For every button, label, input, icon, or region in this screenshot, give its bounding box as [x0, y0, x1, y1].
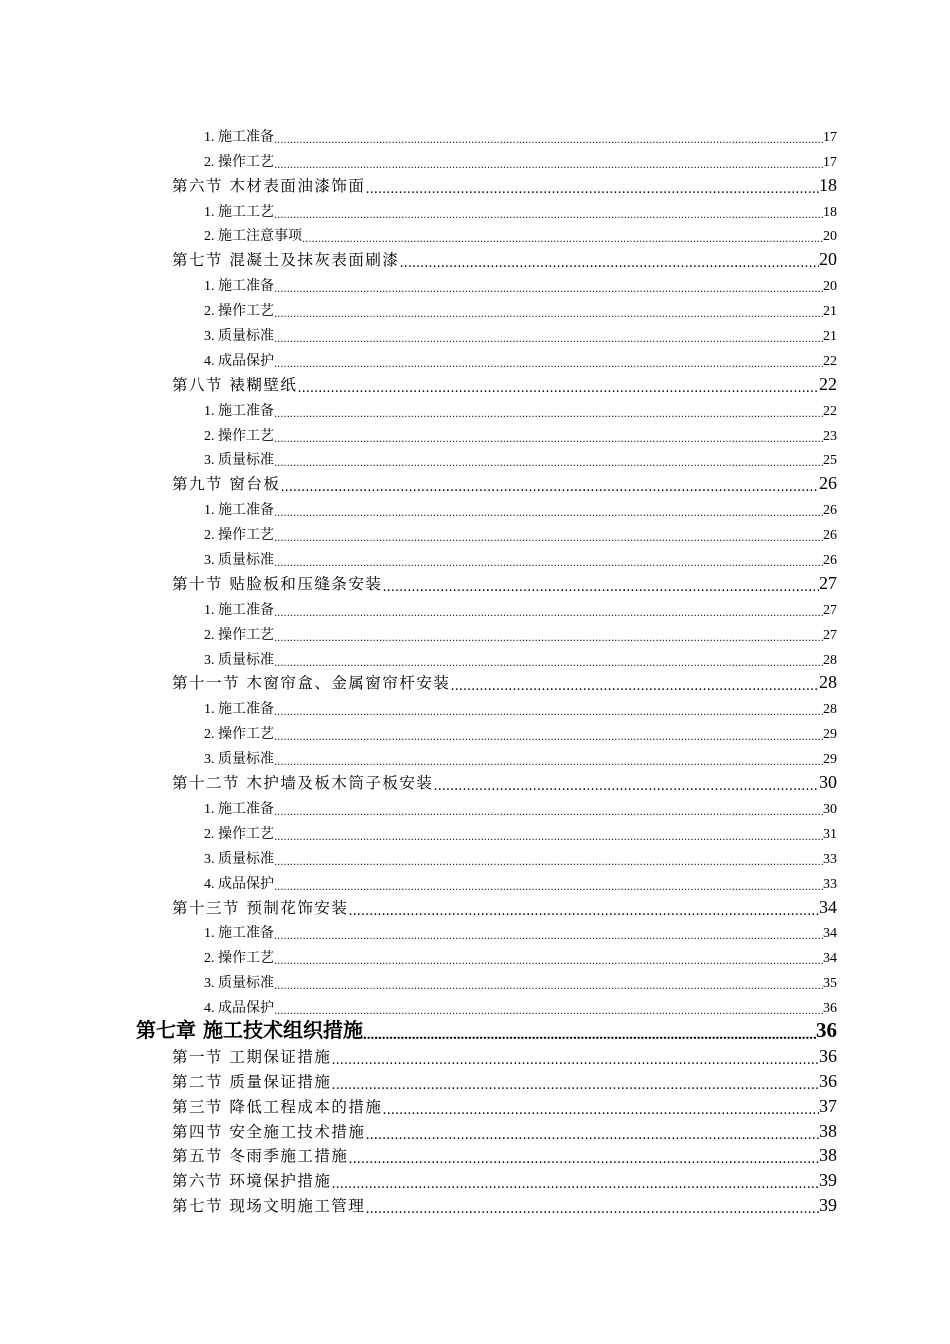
toc-entry-label: 第十一节 木窗帘盒、金属窗帘杆安装 — [172, 674, 451, 693]
toc-entry-label: 第一节 工期保证措施 — [172, 1047, 332, 1066]
toc-dot-leader — [382, 581, 819, 594]
toc-page-number: 33 — [823, 876, 837, 892]
toc-page-number: 34 — [819, 896, 837, 917]
toc-page-number: 38 — [819, 1120, 837, 1141]
toc-page-number: 21 — [823, 329, 837, 345]
toc-dot-leader — [274, 957, 823, 967]
toc-subsection-entry[interactable] — [0, 347, 837, 372]
toc-page-number: 18 — [819, 174, 837, 195]
toc-entry-label: 1. 施工准备 — [204, 702, 274, 718]
toc-subsection-entry[interactable] — [0, 297, 837, 322]
toc-page-number: 36 — [819, 1045, 837, 1066]
toc-dot-leader — [274, 833, 823, 843]
toc-dot-leader — [274, 136, 823, 146]
toc-entry-label: 第七节 现场文明施工管理 — [172, 1197, 366, 1216]
toc-subsection-entry[interactable] — [0, 397, 837, 422]
toc-page-number: 26 — [823, 528, 837, 544]
toc-page-number: 27 — [819, 572, 837, 593]
toc-dot-leader — [365, 183, 819, 196]
toc-entry-label: 第三节 降低工程成本的措施 — [172, 1097, 383, 1116]
toc-page-number: 26 — [823, 553, 837, 569]
toc-entry-label: 第十三节 预制花饰安装 — [172, 898, 349, 917]
toc-entry-label: 2. 操作工艺 — [204, 826, 274, 842]
toc-entry-label: 第七节 混凝土及抹灰表面刷漆 — [172, 251, 400, 270]
toc-entry-label: 第四节 安全施工技术措施 — [172, 1122, 366, 1141]
toc-entry-label: 4. 成品保护 — [204, 353, 274, 369]
toc-dot-leader — [331, 1079, 819, 1092]
toc-page-number: 33 — [823, 851, 837, 867]
toc-subsection-entry[interactable] — [0, 546, 837, 571]
toc-section-entry[interactable] — [0, 1094, 837, 1119]
toc-page-number: 20 — [819, 249, 837, 270]
toc-entry-label: 2. 操作工艺 — [204, 627, 274, 643]
toc-subsection-entry[interactable] — [0, 621, 837, 646]
toc-entry-label: 第九节 窗台板 — [172, 475, 281, 494]
toc-page-number: 36 — [823, 1001, 837, 1017]
toc-section-entry[interactable] — [0, 895, 837, 920]
toc-dot-leader — [433, 780, 819, 793]
toc-dot-leader — [274, 459, 823, 469]
toc-section-entry[interactable] — [0, 173, 837, 198]
toc-page-number: 30 — [819, 772, 837, 793]
toc-subsection-entry[interactable] — [0, 596, 837, 621]
toc-page-number: 21 — [823, 304, 837, 320]
toc-section-entry[interactable] — [0, 1069, 837, 1094]
toc-dot-leader — [382, 1104, 819, 1117]
toc-subsection-entry[interactable] — [0, 920, 837, 945]
toc-page-number: 22 — [823, 353, 837, 369]
toc-subsection-entry[interactable] — [0, 223, 837, 248]
toc-entry-label: 2. 操作工艺 — [204, 154, 274, 170]
toc-page-number: 36 — [819, 1070, 837, 1091]
toc-page-number: 28 — [823, 702, 837, 718]
toc-subsection-entry[interactable] — [0, 496, 837, 521]
toc-entry-label: 1. 施工准备 — [204, 279, 274, 295]
toc-subsection-entry[interactable] — [0, 422, 837, 447]
toc-dot-leader — [331, 1054, 819, 1067]
toc-entry-label: 3. 质量标准 — [204, 851, 274, 867]
toc-entry-label: 3. 质量标准 — [204, 553, 274, 569]
toc-dot-leader — [297, 382, 819, 395]
toc-entry-label: 3. 质量标准 — [204, 752, 274, 768]
toc-page-number: 27 — [823, 602, 837, 618]
toc-page-number: 34 — [823, 951, 837, 967]
toc-entry-label: 1. 施工准备 — [204, 602, 274, 618]
toc-dot-leader — [274, 360, 823, 370]
toc-subsection-entry[interactable] — [0, 198, 837, 223]
toc-dot-leader — [274, 435, 823, 445]
toc-page-number: 17 — [823, 154, 837, 170]
toc-subsection-entry[interactable] — [0, 795, 837, 820]
toc-dot-leader — [274, 883, 823, 893]
toc-page-number: 17 — [823, 129, 837, 145]
toc-section-entry[interactable] — [0, 372, 837, 397]
toc-page-number: 29 — [823, 752, 837, 768]
toc-subsection-entry[interactable] — [0, 845, 837, 870]
toc-subsection-entry[interactable] — [0, 123, 837, 148]
toc-section-entry[interactable] — [0, 770, 837, 795]
toc-dot-leader — [348, 1153, 819, 1166]
toc-page-number: 22 — [823, 403, 837, 419]
toc-section-entry[interactable] — [0, 1144, 837, 1169]
toc-section-entry[interactable] — [0, 471, 837, 496]
toc-page-number: 31 — [823, 826, 837, 842]
toc-page-number: 39 — [819, 1195, 837, 1216]
toc-dot-leader — [274, 285, 823, 295]
toc-entry-label: 第五节 冬雨季施工措施 — [172, 1147, 349, 1166]
toc-dot-leader — [274, 161, 823, 171]
toc-dot-leader — [331, 1178, 819, 1191]
toc-dot-leader — [399, 257, 819, 270]
toc-entry-label: 1. 施工准备 — [204, 801, 274, 817]
toc-page-number: 22 — [819, 373, 837, 394]
toc-section-entry[interactable] — [0, 571, 837, 596]
toc-entry-label: 1. 施工准备 — [204, 503, 274, 519]
toc-dot-leader — [348, 905, 819, 918]
toc-entry-label: 第七章 施工技术组织措施 — [136, 1017, 363, 1042]
toc-dot-leader — [274, 609, 823, 619]
toc-subsection-entry[interactable] — [0, 695, 837, 720]
toc-dot-leader — [363, 1028, 816, 1043]
toc-subsection-entry[interactable] — [0, 944, 837, 969]
toc-page-number: 25 — [823, 453, 837, 469]
toc-entry-label: 第十节 贴脸板和压缝条安装 — [172, 574, 383, 593]
toc-page-number: 26 — [819, 473, 837, 494]
toc-entry-label: 2. 操作工艺 — [204, 304, 274, 320]
toc-page-number: 35 — [823, 976, 837, 992]
toc-subsection-entry[interactable] — [0, 745, 837, 770]
table-of-contents — [0, 123, 950, 1218]
toc-dot-leader — [274, 858, 823, 868]
toc-entry-label: 第六节 环境保护措施 — [172, 1172, 332, 1191]
toc-section-entry[interactable] — [0, 1168, 837, 1193]
toc-chapter-entry[interactable] — [0, 1019, 837, 1044]
toc-dot-leader — [274, 758, 823, 768]
toc-subsection-entry[interactable] — [0, 720, 837, 745]
toc-subsection-entry[interactable] — [0, 521, 837, 546]
toc-dot-leader — [365, 1129, 819, 1142]
toc-entry-label: 4. 成品保护 — [204, 876, 274, 892]
toc-entry-label: 3. 质量标准 — [204, 652, 274, 668]
toc-subsection-entry[interactable] — [0, 870, 837, 895]
toc-dot-leader — [274, 932, 823, 942]
toc-entry-label: 1. 施工准备 — [204, 129, 274, 145]
toc-entry-label: 2. 操作工艺 — [204, 727, 274, 743]
toc-dot-leader — [274, 211, 823, 221]
toc-entry-label: 第八节 裱糊壁纸 — [172, 375, 298, 394]
toc-subsection-entry[interactable] — [0, 969, 837, 994]
toc-entry-label: 第十二节 木护墙及板木筒子板安装 — [172, 774, 434, 793]
toc-subsection-entry[interactable] — [0, 994, 837, 1019]
toc-page-number: 18 — [823, 204, 837, 220]
toc-page-number: 20 — [823, 229, 837, 245]
toc-page-number: 29 — [823, 727, 837, 743]
toc-dot-leader — [274, 534, 823, 544]
toc-entry-label: 1. 施工准备 — [204, 403, 274, 419]
toc-section-entry[interactable] — [0, 671, 837, 696]
toc-dot-leader — [280, 481, 819, 494]
toc-dot-leader — [274, 659, 823, 669]
toc-dot-leader — [274, 335, 823, 345]
toc-entry-label: 2. 操作工艺 — [204, 428, 274, 444]
toc-page-number: 27 — [823, 627, 837, 643]
toc-page-number: 37 — [819, 1095, 837, 1116]
toc-subsection-entry[interactable] — [0, 447, 837, 472]
toc-page-number: 39 — [819, 1170, 837, 1191]
toc-section-entry[interactable] — [0, 1119, 837, 1144]
toc-page-number: 28 — [823, 652, 837, 668]
toc-entry-label: 第六节 木材表面油漆饰面 — [172, 176, 366, 195]
toc-dot-leader — [450, 680, 819, 693]
toc-dot-leader — [274, 559, 823, 569]
toc-subsection-entry[interactable] — [0, 820, 837, 845]
toc-entry-label: 3. 质量标准 — [204, 976, 274, 992]
toc-entry-label: 1. 施工准备 — [204, 926, 274, 942]
toc-page-number: 38 — [819, 1145, 837, 1166]
toc-dot-leader — [274, 708, 823, 718]
toc-entry-label: 1. 施工工艺 — [204, 204, 274, 220]
toc-dot-leader — [274, 808, 823, 818]
toc-subsection-entry[interactable] — [0, 272, 837, 297]
toc-dot-leader — [274, 410, 823, 420]
toc-section-entry[interactable] — [0, 1193, 837, 1218]
toc-dot-leader — [274, 982, 823, 992]
toc-entry-label: 第二节 质量保证措施 — [172, 1072, 332, 1091]
toc-page-number: 26 — [823, 503, 837, 519]
toc-dot-leader — [274, 733, 823, 743]
toc-page-number: 28 — [819, 672, 837, 693]
toc-dot-leader — [302, 235, 823, 245]
toc-entry-label: 3. 质量标准 — [204, 329, 274, 345]
toc-entry-label: 2. 施工注意事项 — [204, 229, 302, 245]
toc-dot-leader — [365, 1203, 819, 1216]
toc-subsection-entry[interactable] — [0, 148, 837, 173]
toc-page-number: 36 — [816, 1017, 837, 1042]
toc-page-number: 34 — [823, 926, 837, 942]
toc-page-number: 20 — [823, 279, 837, 295]
toc-entry-label: 2. 操作工艺 — [204, 951, 274, 967]
toc-entry-label: 3. 质量标准 — [204, 453, 274, 469]
toc-entry-label: 2. 操作工艺 — [204, 528, 274, 544]
toc-dot-leader — [274, 634, 823, 644]
toc-section-entry[interactable] — [0, 247, 837, 272]
toc-dot-leader — [274, 509, 823, 519]
toc-entry-label: 4. 成品保护 — [204, 1001, 274, 1017]
toc-subsection-entry[interactable] — [0, 646, 837, 671]
toc-page-number: 23 — [823, 428, 837, 444]
toc-page-number: 30 — [823, 801, 837, 817]
toc-subsection-entry[interactable] — [0, 322, 837, 347]
toc-dot-leader — [274, 310, 823, 320]
toc-section-entry[interactable] — [0, 1044, 837, 1069]
